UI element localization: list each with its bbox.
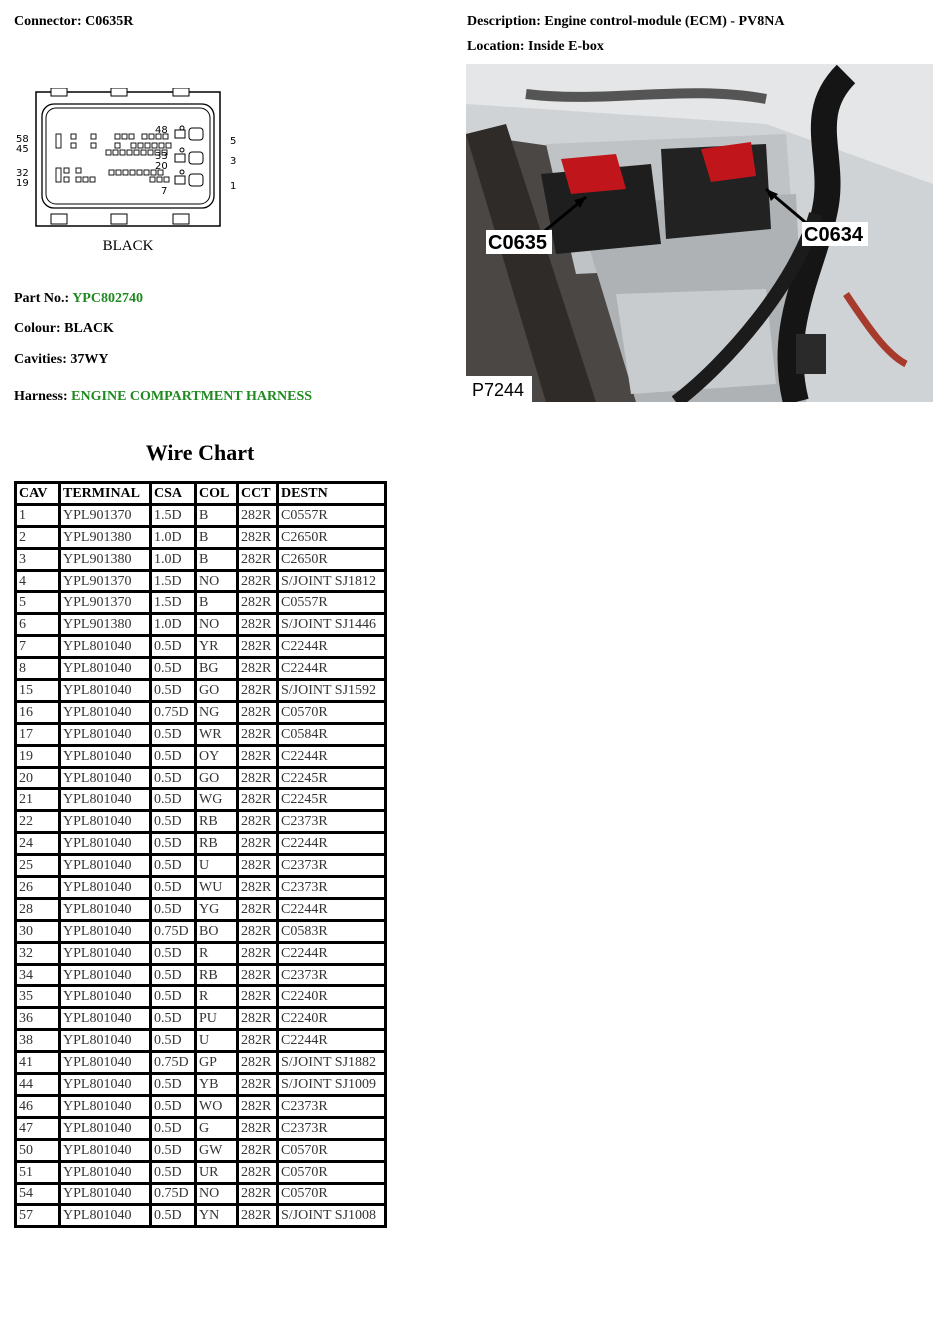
cell-terminal: YPL801040 [60, 964, 151, 986]
cell-terminal: YPL801040 [60, 636, 151, 658]
pin-label-left: 45 [16, 144, 29, 155]
cell-destn: C2373R [278, 1117, 386, 1139]
cell-csa: 0.5D [151, 898, 196, 920]
cell-cav: 20 [16, 767, 60, 789]
cell-col: BO [196, 920, 238, 942]
cell-csa: 0.5D [151, 789, 196, 811]
header-cct: CCT [238, 483, 278, 505]
cell-csa: 1.0D [151, 548, 196, 570]
table-row [16, 592, 386, 614]
cell-destn: C2244R [278, 1030, 386, 1052]
table-row [16, 789, 386, 811]
cell-csa: 0.75D [151, 1183, 196, 1205]
cell-terminal: YPL801040 [60, 1030, 151, 1052]
cell-terminal: YPL801040 [60, 1139, 151, 1161]
cell-terminal: YPL801040 [60, 745, 151, 767]
cell-terminal: YPL801040 [60, 1052, 151, 1074]
cell-cct: 282R [238, 767, 278, 789]
cell-destn: C2244R [278, 636, 386, 658]
cell-cct: 282R [238, 877, 278, 899]
cell-cav: 28 [16, 898, 60, 920]
cell-terminal: YPL801040 [60, 767, 151, 789]
cell-destn: S/JOINT SJ1009 [278, 1074, 386, 1096]
cell-col: GO [196, 680, 238, 702]
cell-cav: 44 [16, 1074, 60, 1096]
cell-destn: C2244R [278, 833, 386, 855]
table-row [16, 548, 386, 570]
harness-label: Harness: [14, 389, 68, 404]
cell-destn: C2244R [278, 942, 386, 964]
description-label: Description: Engine control-module (ECM) - PV8NA [467, 14, 785, 29]
cell-terminal: YPL801040 [60, 855, 151, 877]
cell-csa: 0.5D [151, 942, 196, 964]
cell-col: WU [196, 877, 238, 899]
cell-col: WO [196, 1095, 238, 1117]
cell-destn: C0557R [278, 504, 386, 526]
cell-col: U [196, 855, 238, 877]
cell-csa: 0.5D [151, 1095, 196, 1117]
cell-cav: 1 [16, 504, 60, 526]
cell-col: WG [196, 789, 238, 811]
cell-col: GO [196, 767, 238, 789]
cell-terminal: YPL801040 [60, 1205, 151, 1227]
pin-label-left: 19 [16, 178, 29, 189]
cell-cct: 282R [238, 701, 278, 723]
table-row [16, 964, 386, 986]
cell-terminal: YPL801040 [60, 1161, 151, 1183]
cell-col: YG [196, 898, 238, 920]
cell-cct: 282R [238, 811, 278, 833]
cell-destn: C2240R [278, 1008, 386, 1030]
cell-col: NO [196, 614, 238, 636]
cell-destn: C2650R [278, 526, 386, 548]
pin-label-right: 5 [230, 136, 237, 147]
cell-cct: 282R [238, 1030, 278, 1052]
cell-col: RB [196, 833, 238, 855]
cell-cct: 282R [238, 986, 278, 1008]
table-row [16, 1030, 386, 1052]
cell-cav: 54 [16, 1183, 60, 1205]
harness-row [14, 389, 312, 405]
cell-cct: 282R [238, 1183, 278, 1205]
table-row [16, 1139, 386, 1161]
cell-cct: 282R [238, 920, 278, 942]
cell-destn: C2245R [278, 789, 386, 811]
photo-callout-c0635: C0635 [488, 232, 547, 254]
cell-cct: 282R [238, 1139, 278, 1161]
cell-col: U [196, 1030, 238, 1052]
cell-cct: 282R [238, 548, 278, 570]
table-row [16, 1183, 386, 1205]
harness-value: ENGINE COMPARTMENT HARNESS [71, 389, 313, 404]
wire-chart-title: Wire Chart [145, 440, 255, 465]
cell-csa: 0.5D [151, 723, 196, 745]
cell-cct: 282R [238, 1161, 278, 1183]
cell-destn: C0583R [278, 920, 386, 942]
part-no-row [14, 291, 143, 307]
cell-cav: 16 [16, 701, 60, 723]
cell-col: B [196, 592, 238, 614]
cell-cav: 34 [16, 964, 60, 986]
table-row [16, 833, 386, 855]
cell-cav: 19 [16, 745, 60, 767]
cell-destn: C2373R [278, 1095, 386, 1117]
cell-terminal: YPL801040 [60, 1074, 151, 1096]
pin-label-left: 32 [16, 168, 29, 179]
cell-cct: 282R [238, 636, 278, 658]
cell-terminal: YPL901370 [60, 592, 151, 614]
cell-cav: 38 [16, 1030, 60, 1052]
colour-label: Colour: BLACK [14, 321, 114, 336]
cell-terminal: YPL801040 [60, 701, 151, 723]
cell-csa: 0.5D [151, 680, 196, 702]
table-row [16, 877, 386, 899]
table-row [16, 680, 386, 702]
table-row [16, 767, 386, 789]
cell-destn: S/JOINT SJ1008 [278, 1205, 386, 1227]
table-row [16, 898, 386, 920]
cell-destn: C0570R [278, 1139, 386, 1161]
cell-destn: C2373R [278, 811, 386, 833]
part-no-label: Part No.: [14, 291, 70, 306]
table-row [16, 942, 386, 964]
pin-label-inner: 7 [161, 186, 168, 197]
cell-cct: 282R [238, 592, 278, 614]
wire-chart-body [16, 504, 386, 1226]
cell-csa: 0.5D [151, 833, 196, 855]
header-cav: CAV [16, 483, 60, 505]
cell-terminal: YPL801040 [60, 986, 151, 1008]
table-row [16, 745, 386, 767]
cell-destn: S/JOINT SJ1446 [278, 614, 386, 636]
cell-destn: C0570R [278, 1183, 386, 1205]
cell-col: YN [196, 1205, 238, 1227]
header-col: COL [196, 483, 238, 505]
table-row [16, 614, 386, 636]
cell-destn: S/JOINT SJ1592 [278, 680, 386, 702]
diagram-color-caption: BLACK [102, 238, 154, 254]
pin-label-left: 58 [16, 134, 29, 145]
cell-csa: 0.5D [151, 745, 196, 767]
cell-col: OY [196, 745, 238, 767]
cell-cav: 50 [16, 1139, 60, 1161]
pin-label-inner: 20 [155, 161, 168, 172]
table-row [16, 526, 386, 548]
location-label: Location: Inside E-box [467, 39, 604, 54]
table-row [16, 920, 386, 942]
cell-cav: 26 [16, 877, 60, 899]
cell-col: B [196, 548, 238, 570]
pin-label-inner: 48 [155, 125, 168, 136]
photo-callout-c0634: C0634 [804, 224, 863, 246]
cell-cct: 282R [238, 526, 278, 548]
cell-terminal: YPL801040 [60, 942, 151, 964]
pin-label-right: 3 [230, 156, 237, 167]
cavities-label: Cavities: 37WY [14, 352, 109, 367]
part-no-value: YPC802740 [72, 291, 143, 306]
cell-csa: 0.5D [151, 1117, 196, 1139]
cell-csa: 0.5D [151, 811, 196, 833]
pin-label-inner: 33 [155, 151, 168, 162]
table-row [16, 1008, 386, 1030]
connector-diagram [14, 88, 244, 258]
cell-destn: C2373R [278, 855, 386, 877]
cell-destn: C0557R [278, 592, 386, 614]
table-row [16, 570, 386, 592]
cell-cav: 35 [16, 986, 60, 1008]
cell-cav: 17 [16, 723, 60, 745]
cell-col: B [196, 526, 238, 548]
header-destn: DESTN [278, 483, 386, 505]
cell-cav: 21 [16, 789, 60, 811]
cell-col: BG [196, 658, 238, 680]
cell-destn: C2244R [278, 658, 386, 680]
cell-cct: 282R [238, 1052, 278, 1074]
cell-cav: 41 [16, 1052, 60, 1074]
cell-csa: 0.75D [151, 1052, 196, 1074]
cell-destn: C2240R [278, 986, 386, 1008]
cell-cav: 15 [16, 680, 60, 702]
table-header-row [16, 483, 386, 505]
header-csa: CSA [151, 483, 196, 505]
cell-csa: 1.5D [151, 504, 196, 526]
cell-cct: 282R [238, 1008, 278, 1030]
cell-terminal: YPL801040 [60, 898, 151, 920]
cell-destn: C2373R [278, 877, 386, 899]
cell-cav: 6 [16, 614, 60, 636]
cell-cct: 282R [238, 1117, 278, 1139]
cell-terminal: YPL801040 [60, 789, 151, 811]
cell-cct: 282R [238, 658, 278, 680]
cell-col: GW [196, 1139, 238, 1161]
cell-cav: 51 [16, 1161, 60, 1183]
cell-cav: 7 [16, 636, 60, 658]
cell-terminal: YPL901380 [60, 548, 151, 570]
cell-destn: S/JOINT SJ1812 [278, 570, 386, 592]
cell-destn: C2244R [278, 898, 386, 920]
cell-cav: 47 [16, 1117, 60, 1139]
table-row [16, 1117, 386, 1139]
cell-cct: 282R [238, 1074, 278, 1096]
cell-cct: 282R [238, 504, 278, 526]
table-row [16, 723, 386, 745]
pin-label-right: 1 [230, 181, 237, 192]
photo-ref-code: P7244 [472, 380, 525, 400]
cell-terminal: YPL801040 [60, 1008, 151, 1030]
cell-cct: 282R [238, 1095, 278, 1117]
table-row [16, 1205, 386, 1227]
cell-destn: C0570R [278, 1161, 386, 1183]
cell-destn: C2244R [278, 745, 386, 767]
cell-cav: 2 [16, 526, 60, 548]
cell-terminal: YPL901370 [60, 504, 151, 526]
cell-csa: 0.5D [151, 1139, 196, 1161]
cell-destn: S/JOINT SJ1882 [278, 1052, 386, 1074]
cell-col: R [196, 942, 238, 964]
cell-terminal: YPL801040 [60, 1117, 151, 1139]
table-row [16, 701, 386, 723]
cell-terminal: YPL801040 [60, 723, 151, 745]
table-row [16, 1074, 386, 1096]
cell-csa: 0.5D [151, 636, 196, 658]
table-row [16, 1095, 386, 1117]
cell-csa: 0.5D [151, 767, 196, 789]
table-row [16, 1161, 386, 1183]
cell-col: R [196, 986, 238, 1008]
cell-cav: 3 [16, 548, 60, 570]
cell-col: PU [196, 1008, 238, 1030]
cell-col: WR [196, 723, 238, 745]
cell-cct: 282R [238, 898, 278, 920]
cell-col: G [196, 1117, 238, 1139]
cell-col: NO [196, 570, 238, 592]
cell-destn: C2373R [278, 964, 386, 986]
cell-col: B [196, 504, 238, 526]
cell-cct: 282R [238, 680, 278, 702]
cell-destn: C0570R [278, 701, 386, 723]
cell-csa: 0.5D [151, 1161, 196, 1183]
cell-csa: 0.5D [151, 877, 196, 899]
cell-cct: 282R [238, 614, 278, 636]
cell-csa: 0.75D [151, 920, 196, 942]
cell-cct: 282R [238, 855, 278, 877]
cell-csa: 0.5D [151, 1008, 196, 1030]
cell-csa: 0.5D [151, 658, 196, 680]
cell-terminal: YPL801040 [60, 833, 151, 855]
table-row [16, 504, 386, 526]
cell-terminal: YPL801040 [60, 1183, 151, 1205]
wire-chart-table [14, 481, 387, 1228]
cell-col: UR [196, 1161, 238, 1183]
cell-csa: 1.5D [151, 570, 196, 592]
cell-cct: 282R [238, 942, 278, 964]
cell-cav: 57 [16, 1205, 60, 1227]
cell-cav: 8 [16, 658, 60, 680]
cell-col: GP [196, 1052, 238, 1074]
cell-cct: 282R [238, 964, 278, 986]
cell-cav: 24 [16, 833, 60, 855]
cell-destn: C2245R [278, 767, 386, 789]
cell-cav: 4 [16, 570, 60, 592]
cell-terminal: YPL801040 [60, 877, 151, 899]
cell-cav: 36 [16, 1008, 60, 1030]
cell-cct: 282R [238, 723, 278, 745]
location-photo [466, 64, 933, 402]
table-row [16, 1052, 386, 1074]
cell-terminal: YPL901380 [60, 526, 151, 548]
cell-terminal: YPL801040 [60, 1095, 151, 1117]
cell-csa: 1.0D [151, 614, 196, 636]
cell-cav: 46 [16, 1095, 60, 1117]
cell-cct: 282R [238, 1205, 278, 1227]
cell-destn: C0584R [278, 723, 386, 745]
table-row [16, 855, 386, 877]
cell-csa: 0.5D [151, 855, 196, 877]
cell-col: RB [196, 964, 238, 986]
cell-terminal: YPL801040 [60, 811, 151, 833]
cell-cav: 22 [16, 811, 60, 833]
cell-csa: 0.5D [151, 986, 196, 1008]
table-row [16, 658, 386, 680]
cell-csa: 0.5D [151, 1030, 196, 1052]
cell-csa: 1.0D [151, 526, 196, 548]
cell-destn: C2650R [278, 548, 386, 570]
cell-cav: 25 [16, 855, 60, 877]
cell-terminal: YPL901370 [60, 570, 151, 592]
cell-csa: 0.5D [151, 964, 196, 986]
cell-cct: 282R [238, 833, 278, 855]
table-row [16, 811, 386, 833]
header-terminal: TERMINAL [60, 483, 151, 505]
table-row [16, 986, 386, 1008]
cell-csa: 0.5D [151, 1074, 196, 1096]
cell-col: YR [196, 636, 238, 658]
cell-csa: 0.75D [151, 701, 196, 723]
cell-terminal: YPL801040 [60, 680, 151, 702]
connector-label: Connector: C0635R [14, 14, 134, 29]
table-row [16, 636, 386, 658]
cell-cav: 32 [16, 942, 60, 964]
cell-csa: 0.5D [151, 1205, 196, 1227]
cell-cav: 5 [16, 592, 60, 614]
cell-cct: 282R [238, 570, 278, 592]
cell-csa: 1.5D [151, 592, 196, 614]
cell-col: RB [196, 811, 238, 833]
cell-cct: 282R [238, 745, 278, 767]
cell-col: NG [196, 701, 238, 723]
cell-col: YB [196, 1074, 238, 1096]
cell-terminal: YPL901380 [60, 614, 151, 636]
cell-terminal: YPL801040 [60, 658, 151, 680]
cell-cav: 30 [16, 920, 60, 942]
cell-terminal: YPL801040 [60, 920, 151, 942]
cell-cct: 282R [238, 789, 278, 811]
cell-col: NO [196, 1183, 238, 1205]
